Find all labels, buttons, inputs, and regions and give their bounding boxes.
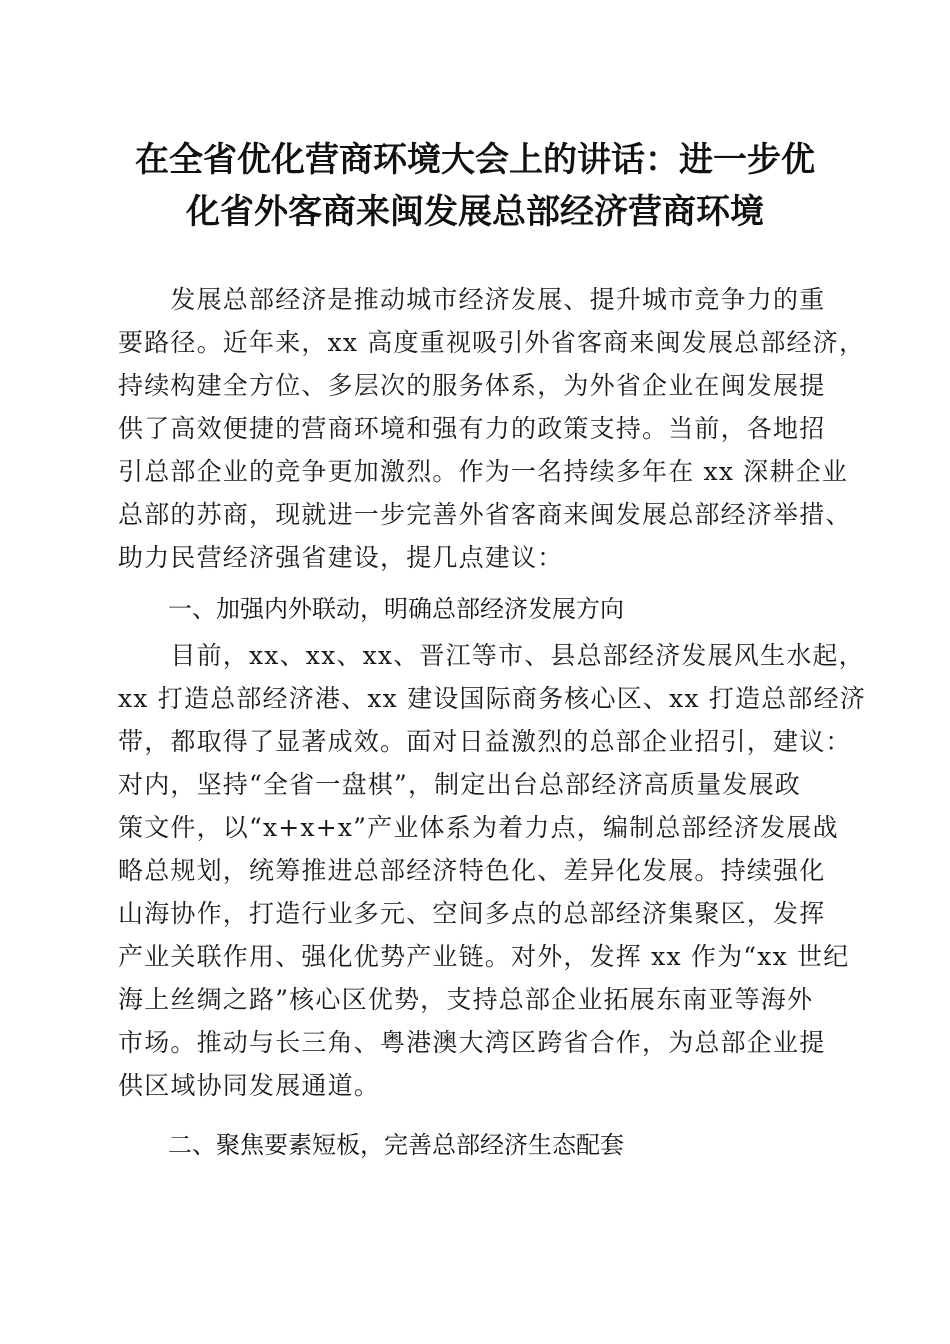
section-2-heading: 二、聚焦要素短板，完善总部经济生态配套 [168, 1131, 624, 1159]
paragraph-line: 持续构建全方位、多层次的服务体系，为外省企业在闽发展提 [118, 371, 826, 400]
paragraph-line: 要路径。近年来，xx 高度重视吸引外省客商来闽发展总部经济， [118, 328, 866, 357]
section-1-heading: 一、加强内外联动，明确总部经济发展方向 [168, 595, 624, 623]
paragraph-line: 助力民营经济强省建设，提几点建议： [118, 543, 564, 572]
section-1-paragraph [118, 634, 867, 1107]
paragraph-line: 市场。推动与长三角、粤港澳大湾区跨省合作，为总部企业提 [118, 1028, 826, 1057]
paragraph-line: 总部的苏商，现就进一步完善外省客商来闽发展总部经济举措、 [118, 500, 852, 529]
paragraph-line: 策文件，以“x+x+x”产业体系为着力点，编制总部经济发展战 [118, 813, 839, 842]
paragraph-line: 发展总部经济是推动城市经济发展、提升城市竞争力的重 [118, 285, 826, 314]
paragraph-line: 目前，xx、xx、xx、晋江等市、县总部经济发展风生水起， [118, 641, 865, 670]
title-line-1: 在全省优化营商环境大会上的讲话：进一步优 [135, 140, 815, 180]
paragraph-line: 供区域协同发展通道。 [118, 1071, 381, 1100]
paragraph-line: 对内，坚持“全省一盘棋”，制定出台总部经济高质量发展政 [118, 770, 801, 799]
intro-paragraph [118, 278, 866, 579]
paragraph-line: 略总规划，统筹推进总部经济特色化、差异化发展。持续强化 [118, 856, 826, 885]
paragraph-line: 引总部企业的竞争更加激烈。作为一名持续多年在 xx 深耕企业 [118, 457, 849, 486]
paragraph-line: 山海协作，打造行业多元、空间多点的总部经济集聚区，发挥 [118, 899, 826, 928]
paragraph-line: 产业关联作用、强化优势产业链。对外，发挥 xx 作为“xx 世纪 [118, 942, 850, 971]
paragraph-line: 海上丝绸之路”核心区优势，支持总部企业拓展东南亚等海外 [118, 985, 814, 1014]
paragraph-line: 供了高效便捷的营商环境和强有力的政策支持。当前，各地招 [118, 414, 826, 443]
page-title [100, 134, 850, 238]
title-line-2: 化省外客商来闽发展总部经济营商环境 [186, 192, 764, 232]
paragraph-line: xx 打造总部经济港、xx 建设国际商务核心区、xx 打造总部经济 [118, 684, 867, 713]
paragraph-line: 带，都取得了显著成效。面对日益激烈的总部企业招引，建议： [118, 727, 852, 756]
